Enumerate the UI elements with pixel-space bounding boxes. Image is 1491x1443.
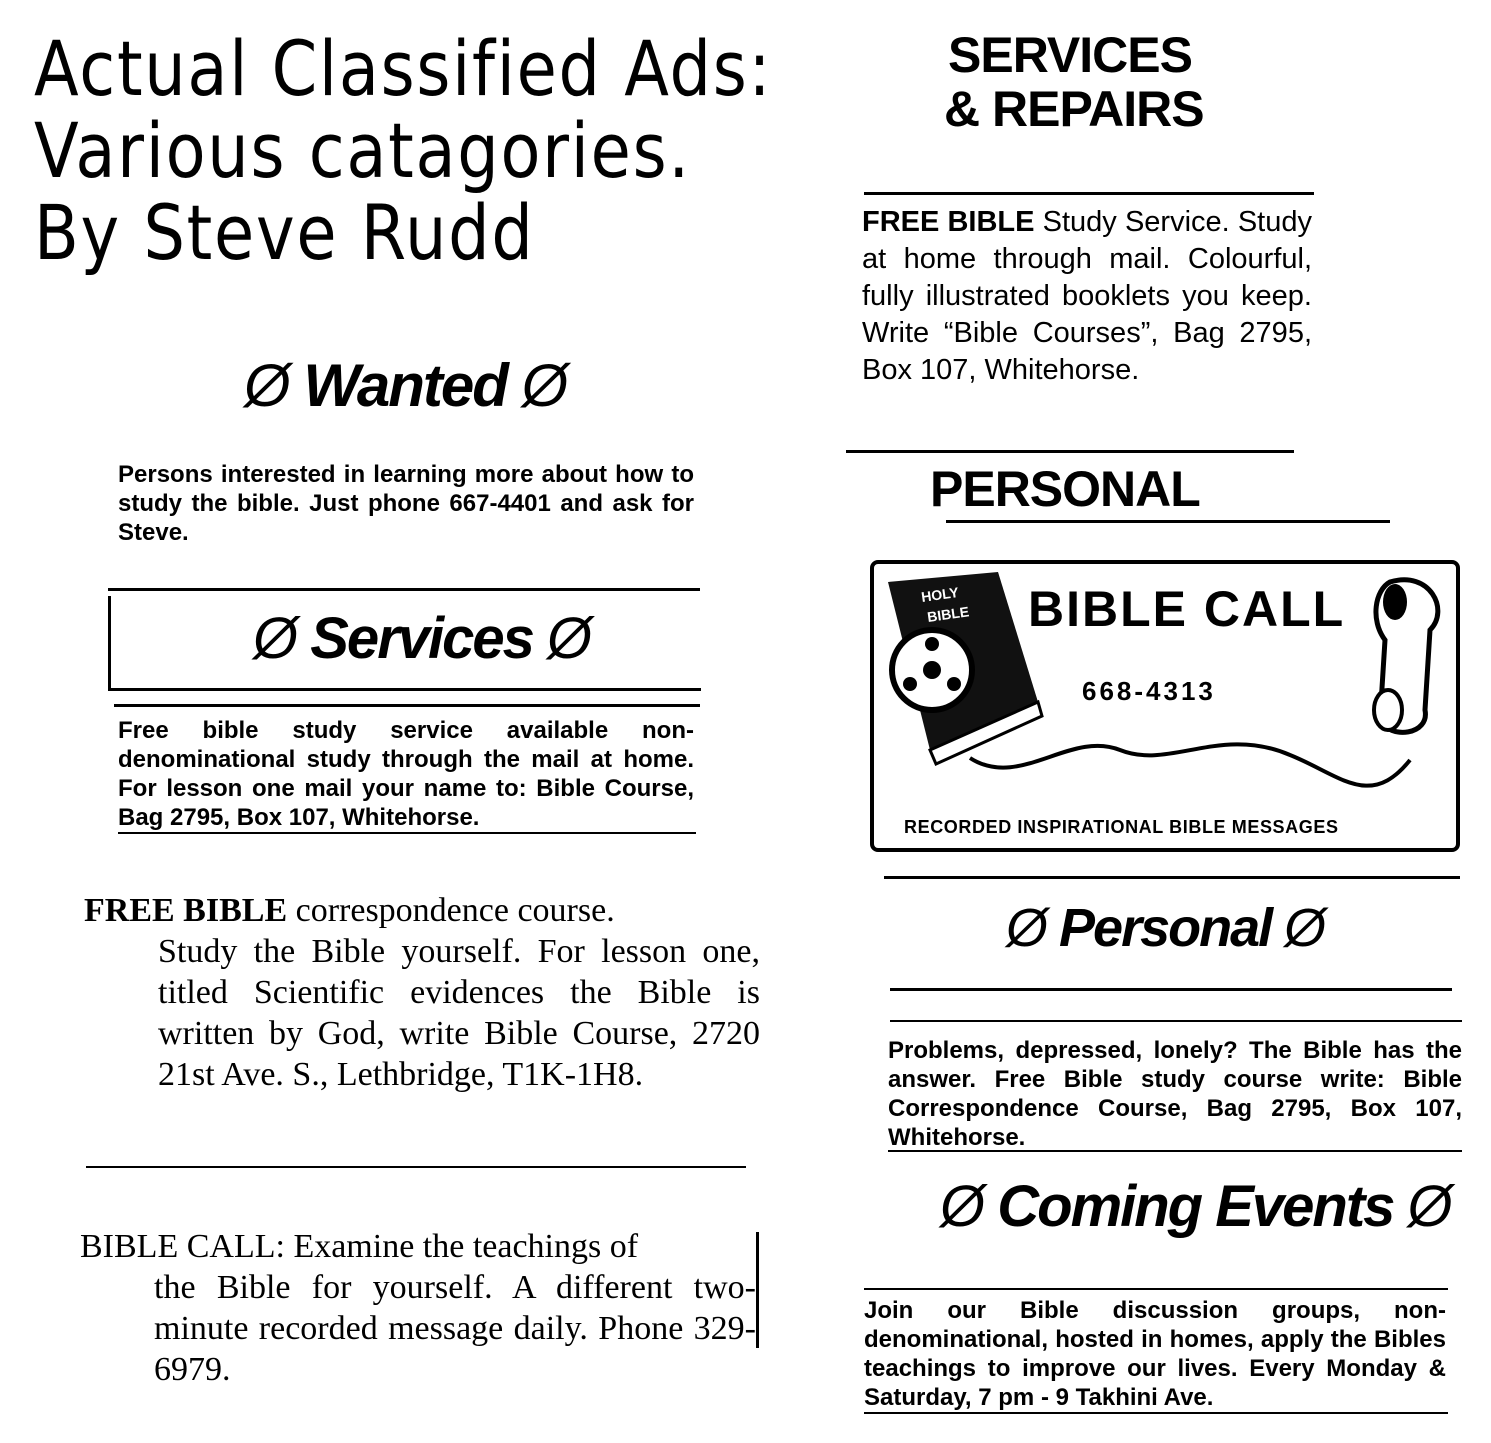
free-bible-study-service-nondenominational-ad [118,716,694,832]
page-title-line3: By Steve Rudd [34,188,535,277]
zero-symbol-icon: Ø [521,352,567,419]
page-title [34,24,773,277]
free-bible-correspondence-ad [84,890,760,1095]
category-label: Wanted [303,352,507,419]
divider [890,1020,1462,1022]
category-label: Coming Events [997,1174,1394,1239]
wanted-heading [244,350,566,422]
ad-body: the Bible for yourself. A different two-minute recorded message daily. Phone 329-6979. [154,1269,756,1388]
ad-text: lonely? The Bible has the answer. Free Bible study course write: Bible Correspondence Course, Bag 2795, Box 107, Whitehorse. [888,1037,1462,1151]
bible-call-serif-ad [80,1226,756,1390]
bible-call-box-ad [870,560,1460,852]
services-heading-box [108,596,701,691]
divider [884,876,1460,879]
services-heading [253,604,590,674]
bible-call-phone: 668-4313 [1082,676,1216,706]
ad-lead: FREE BIBLE [84,892,288,929]
personal-header: PERSONAL [930,461,1200,517]
divider [864,1412,1448,1414]
ad-lead: Problems, depressed, [888,1037,1143,1064]
zero-symbol-icon: Ø [547,606,591,671]
zero-symbol-icon: Ø [1407,1174,1451,1239]
book-label-holy: HOLY [920,583,960,605]
ad-lead: BIBLE CALL: [80,1228,285,1265]
divider [86,1166,746,1168]
divider [864,1288,1448,1290]
page-title-line2: Various catagories. [34,106,691,195]
zero-symbol-icon: Ø [1006,898,1047,958]
services-repairs-header [944,28,1204,136]
problems-depressed-ad [888,1036,1462,1152]
ad-first-line [84,890,760,931]
zero-symbol-icon: Ø [244,352,289,419]
divider [946,520,1390,523]
category-label: Services [310,606,533,671]
divider [114,704,700,707]
divider [108,588,700,591]
zero-symbol-icon: Ø [1284,898,1325,958]
bible-call-title: BIBLE CALL [1028,581,1346,637]
page-title-line1: Actual Classified Ads: [34,24,773,113]
divider [864,192,1314,195]
services-repairs-header-line1: SERVICES [948,27,1192,83]
ad-lead: Join our Bible [864,1297,1079,1324]
bible-call-footer: RECORDED INSPIRATIONAL BIBLE MESSAGES [904,817,1339,837]
ad-first-line [80,1226,756,1267]
services-repairs-header-line2: & REPAIRS [944,81,1204,137]
ad-body: Study the Bible yourself. For lesson one, titled Scientific evidences the Bible is written by God, write Bible Course, 2720 21st Ave. S., Lethbridge, T1K-1H8. [158,933,760,1093]
book-label-bible: BIBLE [926,603,971,625]
divider [890,988,1452,991]
discussion-groups-ad [864,1296,1446,1412]
persons-interested-ad [118,460,694,547]
ad-first-line-rest: correspondence course. [287,892,615,929]
personal-category-heading [1006,896,1324,960]
ad-text: Free bible study service available non-denominational study through the mail at home. For lesson one mail your name to: Bible Course, Bag 2795, Box 107, Whitehorse. [118,717,694,831]
zero-symbol-icon: Ø [253,606,297,671]
divider [888,1150,1462,1152]
vertical-rule [756,1232,759,1348]
divider [118,832,696,834]
divider [846,450,1294,453]
free-bible-study-service-ad [862,204,1312,389]
bible-call-illustration [870,560,1460,852]
zero-symbol-icon: Ø [940,1174,984,1239]
ad-lead: FREE BIBLE [862,206,1035,238]
category-label: Personal [1059,898,1272,958]
coming-events-heading [940,1172,1451,1242]
ad-lead: Persons interested [118,461,336,488]
tape-reel-icon [892,630,972,710]
ad-text: in learning more about how to study the bible. Just phone 667-4401 and ask for Steve. [118,461,694,546]
ad-first-line-rest: Examine the teachings of [284,1228,639,1265]
ad-text: Study Service. Study at home through mail. Colourful, fully illustrated booklets you keep. Write “Bible Courses”, Bag 2795, Box 107, Whitehorse. [862,206,1312,386]
ad-text: discussion groups, non-denominational, hosted in homes, apply the Bibles teachings to improve our lives. Every Monday & Saturday, 7 pm - 9 Takhini Ave. [864,1297,1446,1411]
